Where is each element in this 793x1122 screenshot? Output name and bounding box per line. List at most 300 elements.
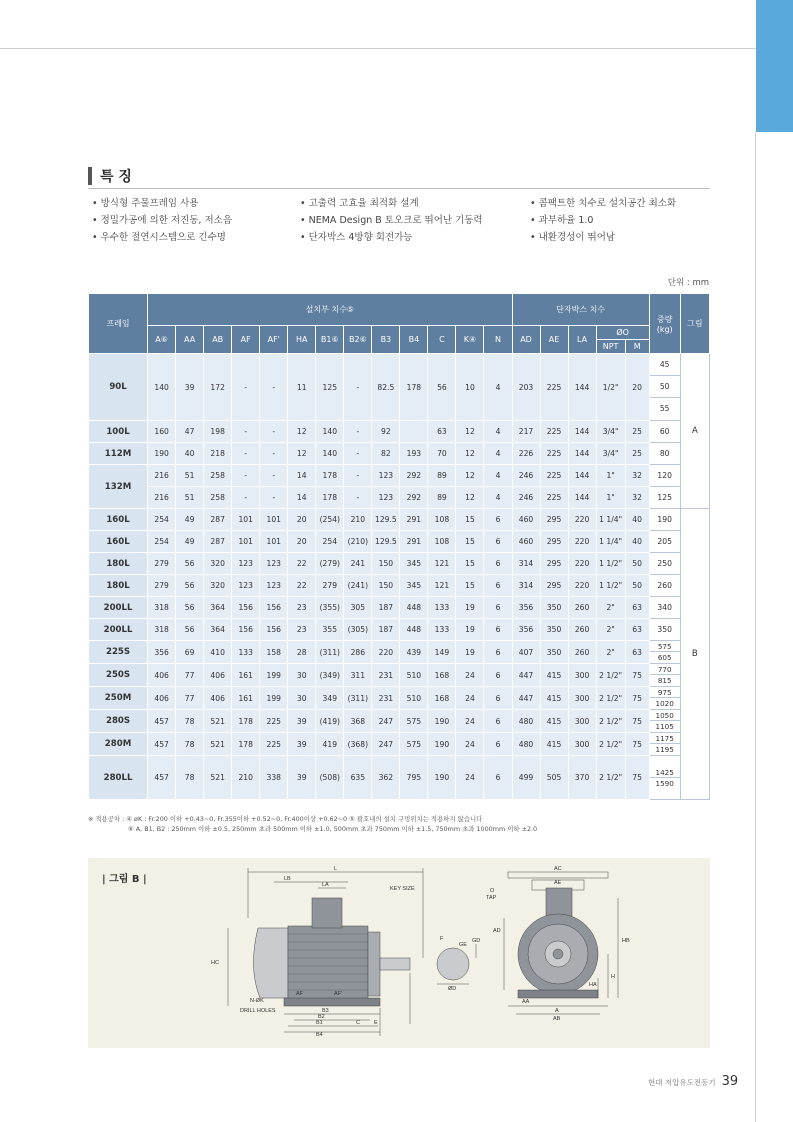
value-cell: 300: [568, 687, 596, 710]
dim-label: AB: [553, 1016, 561, 1022]
value-cell: -: [344, 443, 372, 465]
value-cell: (210): [344, 531, 372, 553]
value-cell: 415: [540, 687, 568, 710]
dim-label: LB: [284, 876, 291, 882]
value-cell: 279: [316, 575, 344, 597]
value-cell: 15: [456, 575, 484, 597]
dim-label: AC: [554, 866, 562, 872]
value-cell: 6: [484, 553, 512, 575]
value-cell: 415: [540, 710, 568, 733]
value-cell: 349: [316, 687, 344, 710]
value-cell: 225: [260, 710, 288, 733]
value-cell: 279: [148, 575, 176, 597]
value-cell: 12: [456, 421, 484, 443]
value-cell: 4: [484, 354, 512, 421]
value-cell: 295: [540, 553, 568, 575]
col-header: AF': [260, 326, 288, 354]
value-cell: 292: [400, 465, 428, 487]
value-cell: 254: [148, 531, 176, 553]
figure-cell: A: [680, 354, 709, 509]
value-cell: 51: [176, 465, 204, 487]
title-bar-icon: [88, 167, 92, 185]
value-cell: 22: [288, 553, 316, 575]
col-header: LA: [568, 326, 596, 354]
dim-label: GD: [472, 938, 481, 944]
value-cell: 12: [456, 487, 484, 509]
value-cell: 101: [232, 531, 260, 553]
value-cell: 125: [316, 354, 344, 421]
value-cell: 193: [400, 443, 428, 465]
col-header: HA: [288, 326, 316, 354]
weight-value: 1175: [650, 733, 680, 744]
value-cell: 56: [176, 553, 204, 575]
col-header: K④: [456, 326, 484, 354]
value-cell: 92: [372, 421, 400, 443]
value-cell: 156: [232, 597, 260, 619]
value-cell: 300: [568, 710, 596, 733]
value-cell: 247: [372, 710, 400, 733]
header-figure: 그림: [680, 294, 709, 354]
value-cell: 457: [148, 710, 176, 733]
value-cell: 210: [344, 509, 372, 531]
value-cell: 305: [344, 597, 372, 619]
value-cell: 203: [512, 354, 540, 421]
value-cell: -: [232, 465, 260, 487]
value-cell: 6: [484, 710, 512, 733]
value-cell: 226: [512, 443, 540, 465]
value-cell: 510: [400, 664, 428, 687]
value-cell: 63: [428, 421, 456, 443]
value-cell: 279: [148, 553, 176, 575]
weight-cell: 60: [649, 421, 680, 443]
value-cell: 311: [344, 664, 372, 687]
footer-label: 현대 저압유도전동기: [648, 1078, 716, 1087]
frame-cell: 112M: [89, 443, 148, 465]
value-cell: 19: [456, 597, 484, 619]
weight-cell: 260: [649, 575, 680, 597]
value-cell: 75: [625, 710, 649, 733]
col-header: A⑥: [148, 326, 176, 354]
value-cell: 355: [316, 619, 344, 641]
value-cell: 101: [260, 531, 288, 553]
value-cell: 123: [232, 575, 260, 597]
value-cell: 25: [625, 421, 649, 443]
dim-label: A: [555, 1008, 559, 1014]
value-cell: 1 1/4": [596, 531, 625, 553]
frame-cell: 180L: [89, 553, 148, 575]
value-cell: 457: [148, 756, 176, 800]
dim-label: E: [374, 1020, 378, 1026]
value-cell: 24: [456, 710, 484, 733]
value-cell: 40: [176, 443, 204, 465]
value-cell: 140: [316, 421, 344, 443]
value-cell: 460: [512, 509, 540, 531]
col-header: AF: [232, 326, 260, 354]
value-cell: 56: [176, 575, 204, 597]
value-cell: 260: [568, 619, 596, 641]
table-row: [89, 553, 710, 575]
value-cell: 50: [625, 553, 649, 575]
value-cell: 14: [288, 487, 316, 509]
dim-label: AF: [296, 991, 304, 997]
value-cell: -: [260, 465, 288, 487]
value-cell: 24: [456, 687, 484, 710]
weight-value: 605: [657, 653, 672, 662]
top-rule: [0, 48, 756, 49]
value-cell: 258: [204, 465, 232, 487]
value-cell: 231: [372, 687, 400, 710]
value-cell: 75: [625, 687, 649, 710]
value-cell: 419: [316, 733, 344, 756]
frame-cell: 225S: [89, 641, 148, 664]
value-cell: 217: [512, 421, 540, 443]
col-header: N: [484, 326, 512, 354]
value-cell: 415: [540, 733, 568, 756]
value-cell: -: [344, 421, 372, 443]
col-header: AD: [512, 326, 540, 354]
value-cell: 75: [625, 756, 649, 800]
value-cell: 51: [176, 487, 204, 509]
value-cell: 30: [288, 664, 316, 687]
weight-value: 1105: [655, 722, 674, 731]
value-cell: 23: [288, 619, 316, 641]
value-cell: 15: [456, 509, 484, 531]
value-cell: 247: [372, 733, 400, 756]
header-o: ØO: [596, 326, 649, 340]
table-row: [89, 465, 710, 487]
value-cell: 521: [204, 710, 232, 733]
weight-value: 1020: [655, 699, 674, 708]
value-cell: 439: [400, 641, 428, 664]
col-header: C: [428, 326, 456, 354]
value-cell: 108: [428, 531, 456, 553]
motor-dimension-drawing: [88, 858, 710, 1048]
value-cell: 350: [540, 641, 568, 664]
weight-cell: [649, 687, 680, 710]
value-cell: 246: [512, 465, 540, 487]
value-cell: 295: [540, 531, 568, 553]
value-cell: 190: [148, 443, 176, 465]
side-rule: [755, 132, 756, 1122]
value-cell: 23: [288, 597, 316, 619]
value-cell: 216: [148, 487, 176, 509]
value-cell: 178: [400, 354, 428, 421]
value-cell: (311): [344, 687, 372, 710]
value-cell: 168: [428, 664, 456, 687]
value-cell: 160: [148, 421, 176, 443]
col-header: AE: [540, 326, 568, 354]
value-cell: 32: [625, 465, 649, 487]
value-cell: 2 1/2": [596, 756, 625, 800]
figure-title: | 그림 B |: [102, 874, 147, 885]
value-cell: 24: [456, 664, 484, 687]
value-cell: 254: [148, 509, 176, 531]
value-cell: -: [260, 487, 288, 509]
spec-table: [88, 293, 710, 800]
value-cell: 161: [232, 687, 260, 710]
value-cell: 6: [484, 575, 512, 597]
value-cell: (279): [316, 553, 344, 575]
unit-label: 단위 : mm: [667, 278, 709, 288]
header-npt: NPT: [596, 340, 625, 354]
value-cell: 291: [400, 531, 428, 553]
value-cell: 89: [428, 465, 456, 487]
page-number: 39: [721, 1074, 739, 1089]
col-header: B2⑥: [344, 326, 372, 354]
value-cell: 190: [428, 733, 456, 756]
value-cell: -: [344, 354, 372, 421]
value-cell: 364: [204, 597, 232, 619]
value-cell: 320: [204, 553, 232, 575]
value-cell: -: [260, 443, 288, 465]
feature-item: • 고출력 고효율 최적화 설계: [300, 198, 419, 209]
value-cell: 447: [512, 687, 540, 710]
value-cell: (355): [316, 597, 344, 619]
value-cell: 1 1/4": [596, 509, 625, 531]
value-cell: 199: [260, 664, 288, 687]
dim-label: B3: [322, 1008, 329, 1014]
value-cell: 78: [176, 733, 204, 756]
feature-item: • NEMA Design B 토오크로 뛰어난 기동력: [300, 215, 483, 226]
value-cell: 6: [484, 664, 512, 687]
value-cell: 448: [400, 619, 428, 641]
value-cell: 22: [288, 575, 316, 597]
dim-label: AD: [493, 928, 501, 934]
value-cell: 6: [484, 756, 512, 800]
col-header: AB: [204, 326, 232, 354]
value-cell: 225: [540, 487, 568, 509]
dim-label: HA: [589, 982, 597, 988]
value-cell: 89: [428, 487, 456, 509]
frame-cell: 250M: [89, 687, 148, 710]
value-cell: 4: [484, 443, 512, 465]
value-cell: 231: [372, 664, 400, 687]
value-cell: 225: [540, 421, 568, 443]
value-cell: [400, 421, 428, 443]
feature-item: • 정밀가공에 의한 저진동, 저소음: [92, 215, 233, 226]
frame-cell: 132M: [89, 465, 148, 509]
value-cell: 292: [400, 487, 428, 509]
frame-cell: 280LL: [89, 756, 148, 800]
feature-item: • 내환경성이 뛰어남: [530, 232, 616, 243]
value-cell: 260: [568, 641, 596, 664]
value-cell: 364: [204, 619, 232, 641]
feature-list: [92, 197, 712, 244]
weight-value: 575: [650, 641, 680, 652]
value-cell: 246: [512, 487, 540, 509]
frame-cell: 180L: [89, 575, 148, 597]
value-cell: 406: [148, 664, 176, 687]
weight-value: 1590: [655, 778, 674, 788]
value-cell: 39: [288, 733, 316, 756]
value-cell: -: [232, 421, 260, 443]
value-cell: -: [232, 487, 260, 509]
value-cell: 39: [288, 710, 316, 733]
value-cell: 295: [540, 509, 568, 531]
frame-cell: 100L: [89, 421, 148, 443]
value-cell: 356: [148, 641, 176, 664]
value-cell: 2 1/2": [596, 710, 625, 733]
value-cell: 407: [512, 641, 540, 664]
value-cell: 1 1/2": [596, 553, 625, 575]
table-row: [89, 687, 710, 710]
dim-label: B1: [316, 1020, 323, 1026]
value-cell: 2 1/2": [596, 687, 625, 710]
dim-label: C: [356, 1020, 360, 1026]
value-cell: 2 1/2": [596, 664, 625, 687]
value-cell: 521: [204, 756, 232, 800]
value-cell: 4: [484, 421, 512, 443]
value-cell: 320: [204, 575, 232, 597]
note-line: ※ 적용공차 : ④ øK : Fr.200 이하 +0.43~0, Fr.355이하 +0.52~0, Fr.400이상 +0.62~0 ⑤ 괄호내의 설치 구멍위치는 적용하지 않습니다: [88, 815, 483, 823]
value-cell: 220: [568, 553, 596, 575]
value-cell: 10: [456, 354, 484, 421]
weight-value: 55: [659, 404, 670, 413]
dim-label: H: [611, 974, 615, 980]
table-row: [89, 531, 710, 553]
value-cell: 6: [484, 641, 512, 664]
value-cell: 49: [176, 531, 204, 553]
value-cell: 295: [540, 575, 568, 597]
value-cell: 20: [288, 509, 316, 531]
value-cell: 795: [400, 756, 428, 800]
weight-value: 975: [650, 687, 680, 698]
value-cell: 457: [148, 733, 176, 756]
value-cell: 161: [232, 664, 260, 687]
value-cell: (254): [316, 509, 344, 531]
value-cell: 406: [148, 687, 176, 710]
frame-cell: 160L: [89, 509, 148, 531]
header-terminal: 단자박스 치수: [512, 294, 649, 326]
value-cell: 19: [456, 619, 484, 641]
col-header: B4: [400, 326, 428, 354]
value-cell: 121: [428, 575, 456, 597]
value-cell: 133: [428, 597, 456, 619]
value-cell: -: [232, 443, 260, 465]
value-cell: 216: [148, 465, 176, 487]
value-cell: 190: [428, 756, 456, 800]
value-cell: 1 1/2": [596, 575, 625, 597]
table-row: [89, 619, 710, 641]
value-cell: (305): [344, 619, 372, 641]
value-cell: 505: [540, 756, 568, 800]
weight-cell: 205: [649, 531, 680, 553]
page-footer: [648, 1074, 738, 1089]
value-cell: 24: [456, 756, 484, 800]
value-cell: 314: [512, 575, 540, 597]
value-cell: 199: [260, 687, 288, 710]
value-cell: 362: [372, 756, 400, 800]
dim-label: B4: [316, 1032, 323, 1038]
value-cell: 260: [568, 597, 596, 619]
value-cell: 158: [260, 641, 288, 664]
header-frame: 프레임: [89, 294, 148, 354]
value-cell: 168: [428, 687, 456, 710]
value-cell: 447: [512, 664, 540, 687]
figure-cell: B: [680, 509, 709, 800]
value-cell: 2": [596, 597, 625, 619]
dim-label: DRILL HOLES: [240, 1008, 276, 1014]
value-cell: (311): [316, 641, 344, 664]
table-row: [89, 664, 710, 687]
value-cell: 63: [625, 597, 649, 619]
value-cell: 368: [344, 710, 372, 733]
value-cell: 123: [372, 487, 400, 509]
table-row: [89, 354, 710, 421]
value-cell: 314: [512, 553, 540, 575]
value-cell: 123: [372, 465, 400, 487]
value-cell: 406: [204, 687, 232, 710]
value-cell: 140: [316, 443, 344, 465]
value-cell: 287: [204, 509, 232, 531]
table-row: [89, 733, 710, 756]
value-cell: 575: [400, 710, 428, 733]
value-cell: 28: [288, 641, 316, 664]
value-cell: 123: [260, 553, 288, 575]
value-cell: 140: [148, 354, 176, 421]
weight-value: 1195: [655, 745, 674, 754]
value-cell: 75: [625, 733, 649, 756]
value-cell: 24: [456, 733, 484, 756]
weight-cell: 250: [649, 553, 680, 575]
value-cell: 4: [484, 465, 512, 487]
value-cell: 220: [372, 641, 400, 664]
value-cell: 300: [568, 733, 596, 756]
value-cell: 15: [456, 553, 484, 575]
value-cell: 6: [484, 531, 512, 553]
table-row: [89, 487, 710, 509]
value-cell: 460: [512, 531, 540, 553]
table-row: [89, 421, 710, 443]
feature-item: • 과부하율 1.0: [530, 215, 594, 226]
table-row: [89, 509, 710, 531]
dim-label: LA: [322, 882, 329, 888]
dim-label: AA: [522, 999, 530, 1005]
dim-label: GE: [459, 942, 467, 948]
weight-cell: [649, 641, 680, 664]
section-title-text: 특 징: [100, 169, 132, 185]
value-cell: 123: [232, 553, 260, 575]
value-cell: 198: [204, 421, 232, 443]
value-cell: 77: [176, 687, 204, 710]
weight-value: 50: [650, 376, 680, 398]
value-cell: 350: [540, 597, 568, 619]
header-m: M: [625, 340, 649, 354]
value-cell: 510: [400, 687, 428, 710]
value-cell: 210: [232, 756, 260, 800]
value-cell: 241: [344, 553, 372, 575]
weight-cell: 340: [649, 597, 680, 619]
value-cell: (508): [316, 756, 344, 800]
value-cell: 78: [176, 756, 204, 800]
value-cell: 144: [568, 421, 596, 443]
dim-label: KEY SIZE: [390, 886, 415, 892]
value-cell: 225: [260, 733, 288, 756]
value-cell: 350: [540, 619, 568, 641]
value-cell: 133: [232, 641, 260, 664]
value-cell: 1": [596, 465, 625, 487]
value-cell: 75: [625, 664, 649, 687]
table-row: [89, 575, 710, 597]
dim-label: F: [440, 936, 444, 942]
value-cell: 108: [428, 509, 456, 531]
value-cell: 287: [204, 531, 232, 553]
value-cell: 133: [428, 619, 456, 641]
value-cell: 56: [428, 354, 456, 421]
dim-label: N-ØK: [250, 998, 264, 1004]
value-cell: 338: [260, 756, 288, 800]
frame-cell: 90L: [89, 354, 148, 421]
